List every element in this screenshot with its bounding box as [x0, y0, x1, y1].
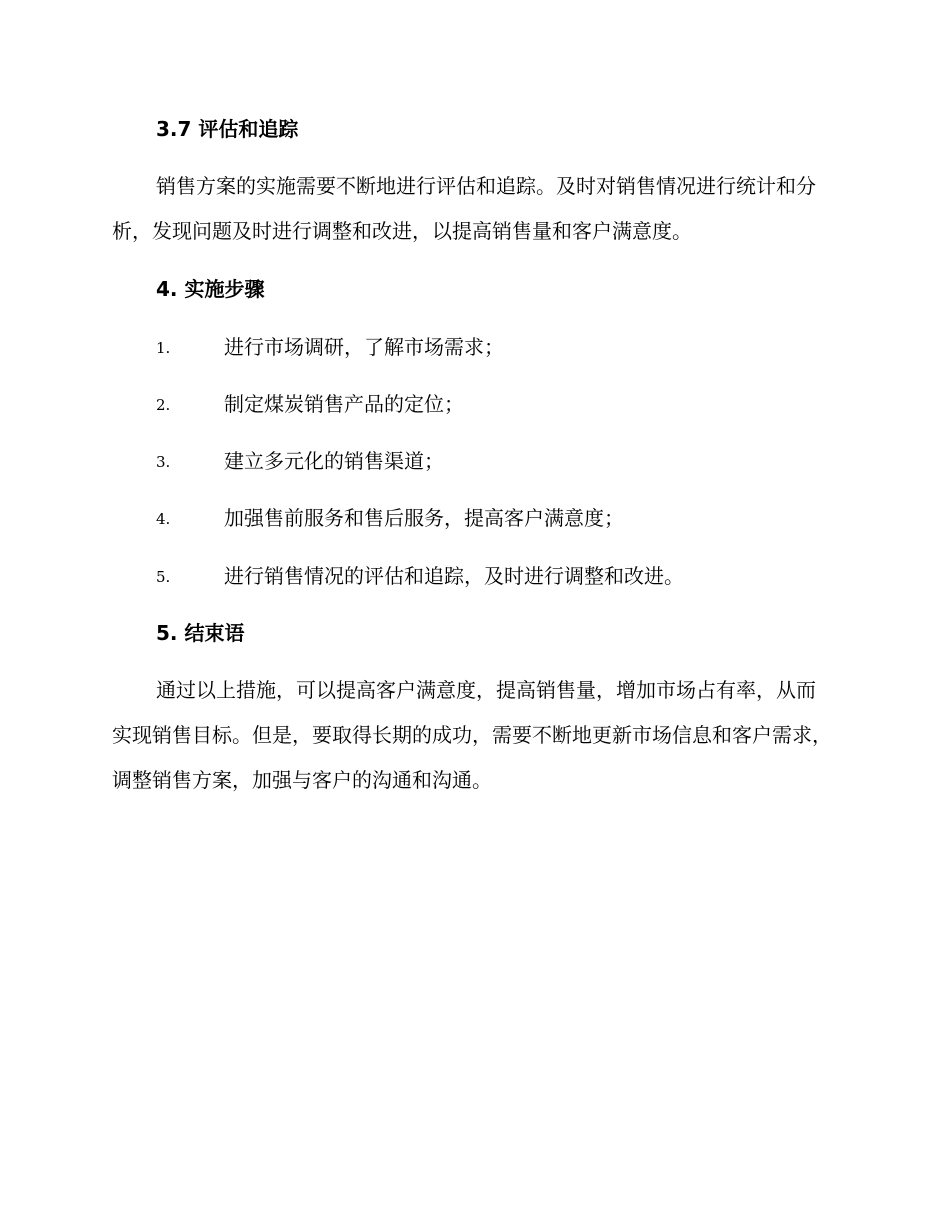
step-text: 进行销售情况的评估和追踪，及时进行调整和改进。 — [224, 564, 684, 588]
step-text: 建立多元化的销售渠道； — [224, 449, 444, 473]
section-5-heading: 5. 结束语 — [156, 621, 245, 645]
step-item-3 — [156, 448, 836, 474]
step-number: 1. — [156, 339, 171, 357]
step-number: 5. — [156, 568, 171, 586]
step-item-2 — [156, 391, 836, 417]
step-number: 3. — [156, 453, 171, 471]
step-item-4 — [156, 505, 836, 531]
section-5-paragraph: 通过以上措施，可以提高客户满意度，提高销售量，增加市场占有率，从而实现销售目标。但是，要取得长期的成功，需要不断地更新市场信息和客户需求，调整销售方案，加强与客户的沟通和沟通。 — [112, 678, 832, 792]
step-text: 加强售前服务和售后服务，提高客户满意度； — [224, 506, 624, 530]
step-item-1 — [156, 334, 836, 360]
step-text: 制定煤炭销售产品的定位； — [224, 392, 464, 416]
step-text: 进行市场调研，了解市场需求； — [224, 335, 504, 359]
section-3-7-paragraph: 销售方案的实施需要不断地进行评估和追踪。及时对销售情况进行统计和分析，发现问题及时进行调整和改进，以提高销售量和客户满意度。 — [112, 174, 816, 243]
step-number: 2. — [156, 396, 171, 414]
step-number: 4. — [156, 510, 171, 528]
step-item-5 — [156, 563, 836, 589]
section-4-heading: 4. 实施步骤 — [156, 277, 265, 301]
section-3-7-heading: 3.7 评估和追踪 — [156, 117, 299, 141]
